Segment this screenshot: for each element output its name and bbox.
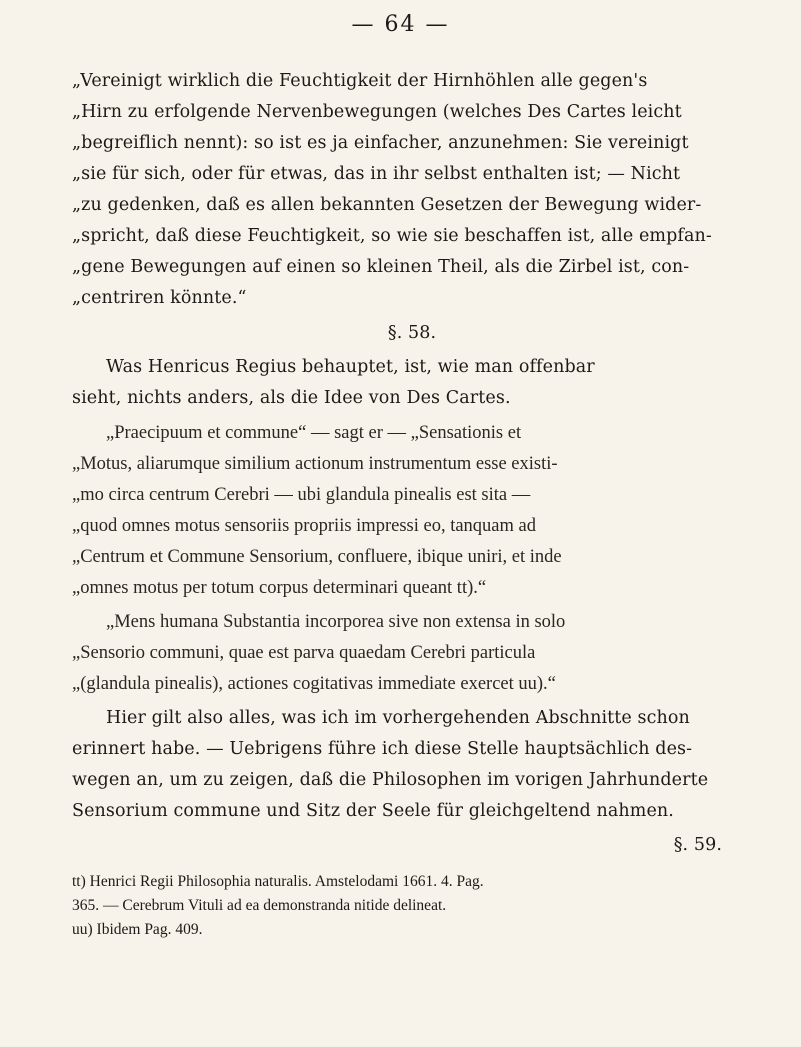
- latin-line: „quod omnes motus sensoriis propriis impressi eo, tanquam ad: [72, 516, 536, 536]
- footnote-line: 365. — Cerebrum Vituli ad ea demonstranda nitide delineat.: [72, 897, 447, 914]
- quote-line: „begreiflich nennt): so ist es ja einfacher, anzunehmen: Sie vereinigt: [72, 133, 689, 153]
- quote-line: „Hirn zu erfolgende Nervenbewegungen (welches Des Cartes leicht: [72, 102, 682, 122]
- quote-line: „spricht, daß diese Feuchtigkeit, so wie sie beschaffen ist, alle empfan-: [72, 226, 712, 246]
- latin-line: „mo circa centrum Cerebri — ubi glandula pinealis est sita —: [72, 485, 531, 505]
- quote-line: „sie für sich, oder für etwas, das in ihr selbst enthalten ist; — Nicht: [72, 164, 681, 184]
- quote-line: „Vereinigt wirklich die Feuchtigkeit der Hirnhöhlen alle gegen's: [72, 71, 648, 91]
- latin-line: „Sensorio communi, quae est parva quaedam Cerebri particula: [72, 643, 536, 663]
- latin-line: „Motus, aliarumque similium actionum instrumentum esse existi-: [72, 454, 558, 474]
- latin-quote-1: [72, 418, 752, 604]
- footnote-line: tt) Henrici Regii Philosophia naturalis. Amstelodami 1661. 4. Pag.: [72, 873, 484, 890]
- latin-line: „(glandula pinealis), actiones cogitativas immediate exercet uu).“: [72, 674, 556, 694]
- section-heading: §. 58.: [387, 323, 437, 343]
- paragraph-line: sieht, nichts anders, als die Idee von Des Cartes.: [72, 388, 511, 408]
- paragraph-line: wegen an, um zu zeigen, daß die Philosophen im vorigen Jahrhunderte: [72, 770, 709, 790]
- paragraph-line: Hier gilt also alles, was ich im vorhergehenden Abschnitte schon: [106, 708, 690, 728]
- latin-quote-2: [72, 607, 752, 700]
- page-number: — 64 —: [351, 12, 450, 37]
- paragraph-line: Sensorium commune und Sitz der Seele für gleichgeltend nahmen.: [72, 801, 674, 821]
- paragraph-summary: [72, 703, 752, 827]
- latin-line: „Praecipuum et commune“ — sagt er — „Sensationis et: [106, 423, 522, 443]
- quote-line: „centriren könnte.“: [72, 288, 247, 308]
- paragraph-line: Was Henricus Regius behauptet, ist, wie man offenbar: [106, 357, 595, 377]
- latin-line: „Mens humana Substantia incorporea sive non extensa in solo: [106, 612, 566, 632]
- paragraph-regius: [72, 352, 752, 414]
- footnote-line: uu) Ibidem Pag. 409.: [72, 921, 203, 938]
- footnotes: [72, 870, 752, 942]
- next-section-catchword: §. 59.: [673, 835, 722, 855]
- quote-line: „zu gedenken, daß es allen bekannten Gesetzen der Bewegung wider-: [72, 195, 702, 215]
- latin-line: „Centrum et Commune Sensorium, confluere, ibique uniri, et inde: [72, 547, 562, 567]
- paragraph-line: erinnert habe. — Uebrigens führe ich diese Stelle hauptsächlich des-: [72, 739, 693, 759]
- latin-line: „omnes motus per totum corpus determinari queant tt).“: [72, 578, 487, 598]
- quote-line: „gene Bewegungen auf einen so kleinen Theil, als die Zirbel ist, con-: [72, 257, 690, 277]
- quote-block-german: [72, 66, 752, 314]
